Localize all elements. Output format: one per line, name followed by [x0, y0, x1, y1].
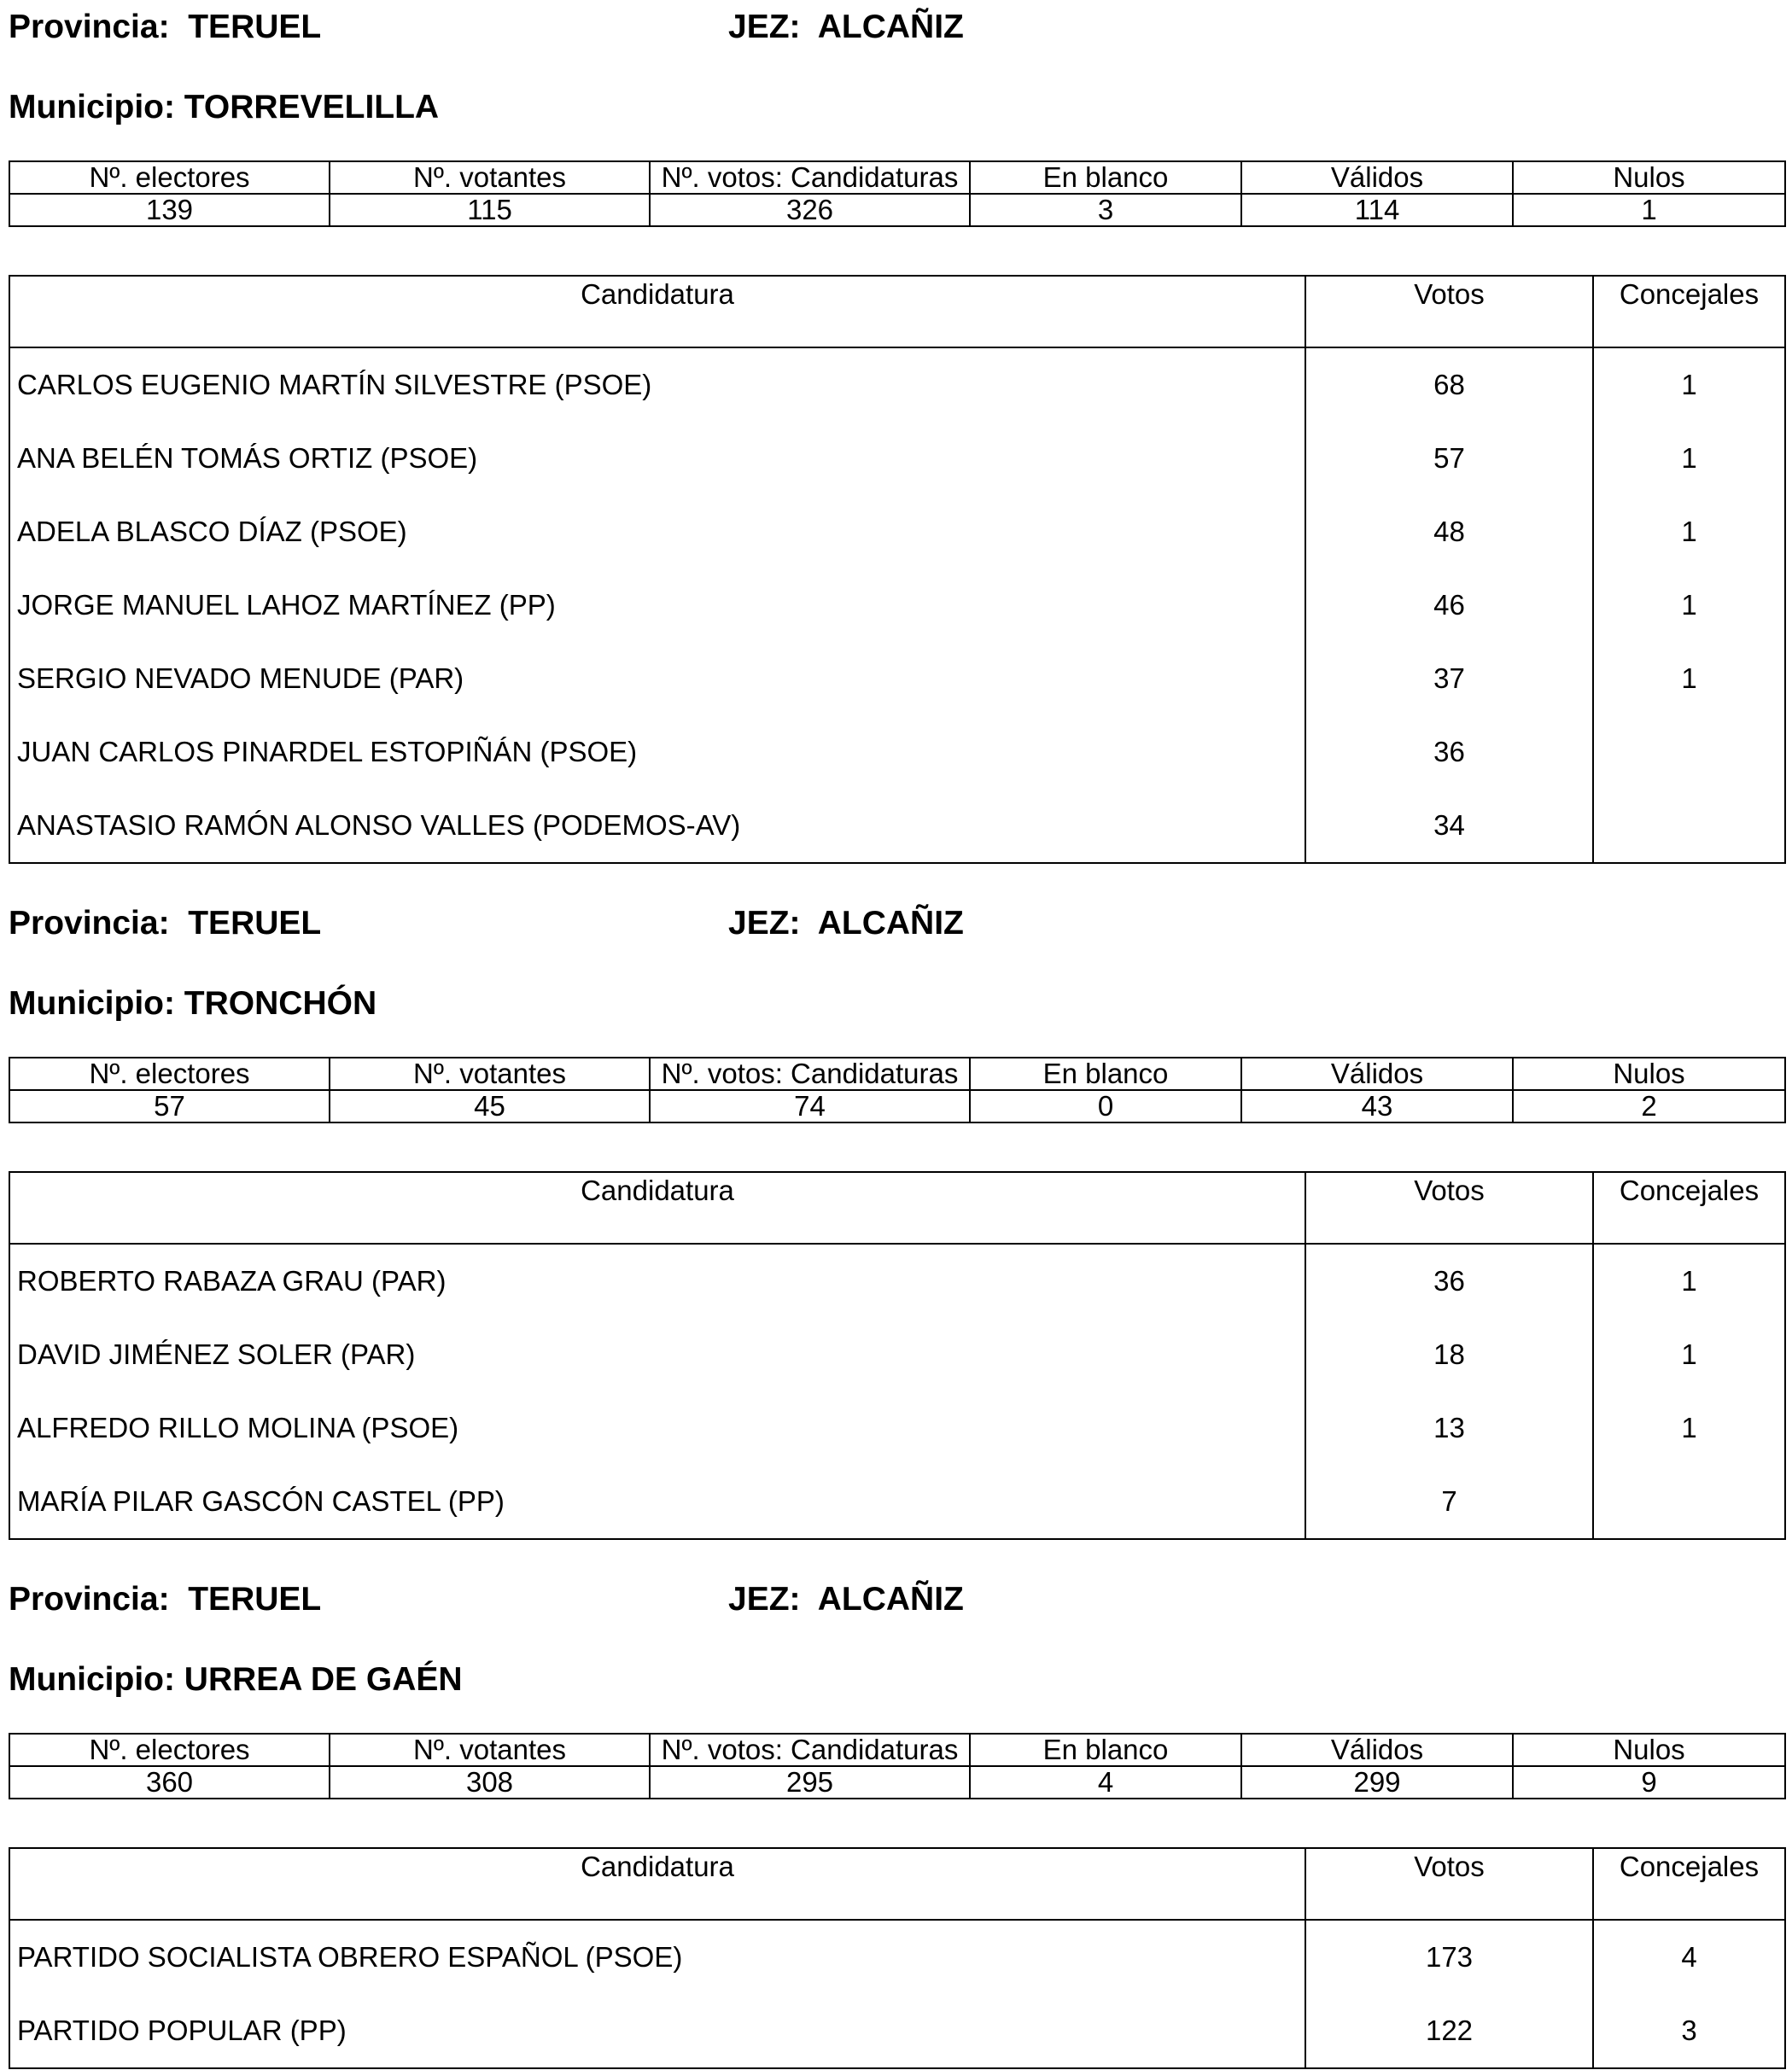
stat-en-blanco: 3 [970, 194, 1241, 226]
candidate-votos: 68 [1305, 347, 1593, 422]
candidate-concejales: 1 [1593, 347, 1785, 422]
stat-header-nulos: Nulos [1513, 1734, 1785, 1766]
candidate-votos: 7 [1305, 1465, 1593, 1539]
header-votos: Votos [1305, 276, 1593, 347]
stat-votos-candidaturas: 295 [650, 1766, 970, 1799]
candidate-concejales [1593, 1465, 1785, 1539]
stat-votantes: 115 [330, 194, 650, 226]
candidate-concejales [1593, 715, 1785, 789]
candidate-name: JUAN CARLOS PINARDEL ESTOPIÑÁN (PSOE) [17, 736, 638, 767]
stats-table [9, 160, 1786, 227]
candidate-votos: 13 [1305, 1391, 1593, 1465]
stat-header-validos: Válidos [1241, 1058, 1513, 1090]
candidate-votos: 57 [1305, 422, 1593, 495]
candidates-table [9, 1847, 1786, 2069]
candidate-votos: 46 [1305, 569, 1593, 642]
candidate-row [9, 569, 1785, 642]
candidate-row [9, 495, 1785, 569]
stat-header-en-blanco: En blanco [970, 1058, 1241, 1090]
municipio-title: Municipio: TORREVELILLA [9, 89, 440, 125]
provincia-label: Provincia: TERUEL [9, 9, 322, 45]
candidate-concejales: 3 [1593, 1994, 1785, 2068]
candidate-votos: 36 [1305, 1244, 1593, 1318]
candidate-concejales [1593, 789, 1785, 863]
header-candidatura: Candidatura [9, 276, 1305, 347]
stat-votantes: 308 [330, 1766, 650, 1799]
header-votos: Votos [1305, 1172, 1593, 1244]
provincia-label: Provincia: TERUEL [9, 1581, 322, 1618]
stat-nulos: 9 [1513, 1766, 1785, 1799]
stat-header-votantes: Nº. votantes [330, 161, 650, 194]
candidate-row [9, 1244, 1785, 1318]
candidate-votos: 34 [1305, 789, 1593, 863]
candidate-row [9, 642, 1785, 715]
candidate-concejales: 1 [1593, 1244, 1785, 1318]
stat-header-electores: Nº. electores [9, 1734, 330, 1766]
municipio-section-urrea-de-gaen [9, 1583, 1784, 2065]
stat-header-nulos: Nulos [1513, 161, 1785, 194]
candidates-table [9, 1171, 1786, 1540]
jez-label: JEZ: ALCAÑIZ [728, 905, 964, 942]
stat-electores: 360 [9, 1766, 330, 1799]
header-candidatura: Candidatura [9, 1848, 1305, 1920]
candidate-votos: 48 [1305, 495, 1593, 569]
header-votos: Votos [1305, 1848, 1593, 1920]
candidate-row [9, 1318, 1785, 1391]
stats-header-row [9, 1058, 1785, 1090]
stat-header-votos-candidaturas: Nº. votos: Candidaturas [650, 161, 970, 194]
candidate-name: ANA BELÉN TOMÁS ORTIZ (PSOE) [17, 442, 478, 474]
candidate-name: MARÍA PILAR GASCÓN CASTEL (PP) [17, 1485, 505, 1517]
candidate-row [9, 1994, 1785, 2068]
candidate-row [9, 347, 1785, 422]
stat-validos: 299 [1241, 1766, 1513, 1799]
candidate-name: CARLOS EUGENIO MARTÍN SILVESTRE (PSOE) [17, 369, 652, 400]
stat-header-votantes: Nº. votantes [330, 1734, 650, 1766]
candidates-header-row [9, 1848, 1785, 1920]
stat-votos-candidaturas: 74 [650, 1090, 970, 1122]
candidate-concejales: 1 [1593, 569, 1785, 642]
candidate-name: ROBERTO RABAZA GRAU (PAR) [17, 1265, 447, 1297]
candidate-name: PARTIDO POPULAR (PP) [17, 2015, 347, 2046]
candidate-name: DAVID JIMÉNEZ SOLER (PAR) [17, 1338, 416, 1370]
stat-header-votos-candidaturas: Nº. votos: Candidaturas [650, 1058, 970, 1090]
candidates-header-row [9, 276, 1785, 347]
stat-header-validos: Válidos [1241, 161, 1513, 194]
stats-table [9, 1733, 1786, 1799]
stats-value-row [9, 1090, 1785, 1122]
candidates-header-row [9, 1172, 1785, 1244]
stat-votantes: 45 [330, 1090, 650, 1122]
municipio-title: Municipio: TRONCHÓN [9, 985, 377, 1022]
jez-label: JEZ: ALCAÑIZ [728, 9, 964, 45]
provincia-label: Provincia: TERUEL [9, 905, 322, 942]
candidate-votos: 173 [1305, 1920, 1593, 1994]
stat-nulos: 1 [1513, 194, 1785, 226]
stat-en-blanco: 4 [970, 1766, 1241, 1799]
candidate-votos: 122 [1305, 1994, 1593, 2068]
candidate-row [9, 1391, 1785, 1465]
candidate-name: ALFREDO RILLO MOLINA (PSOE) [17, 1412, 459, 1443]
stats-header-row [9, 161, 1785, 194]
header-concejales: Concejales [1593, 276, 1785, 347]
candidate-row [9, 789, 1785, 863]
stat-validos: 43 [1241, 1090, 1513, 1122]
stat-header-en-blanco: En blanco [970, 161, 1241, 194]
stats-table [9, 1057, 1786, 1123]
municipio-section-tronchon [9, 907, 1784, 1538]
stat-nulos: 2 [1513, 1090, 1785, 1122]
header-candidatura: Candidatura [9, 1172, 1305, 1244]
candidate-concejales: 1 [1593, 495, 1785, 569]
stat-header-nulos: Nulos [1513, 1058, 1785, 1090]
stat-header-en-blanco: En blanco [970, 1734, 1241, 1766]
municipio-section-torrevelilla [9, 10, 1784, 855]
candidate-row [9, 1920, 1785, 1994]
stat-header-votos-candidaturas: Nº. votos: Candidaturas [650, 1734, 970, 1766]
stats-header-row [9, 1734, 1785, 1766]
stat-header-electores: Nº. electores [9, 1058, 330, 1090]
municipio-title: Municipio: URREA DE GAÉN [9, 1661, 463, 1698]
stats-value-row [9, 194, 1785, 226]
candidate-votos: 37 [1305, 642, 1593, 715]
stat-electores: 139 [9, 194, 330, 226]
stat-header-votantes: Nº. votantes [330, 1058, 650, 1090]
stat-votos-candidaturas: 326 [650, 194, 970, 226]
candidate-name: PARTIDO SOCIALISTA OBRERO ESPAÑOL (PSOE) [17, 1941, 683, 1973]
candidate-votos: 18 [1305, 1318, 1593, 1391]
stat-header-validos: Válidos [1241, 1734, 1513, 1766]
candidates-table [9, 275, 1786, 864]
candidate-concejales: 1 [1593, 422, 1785, 495]
candidate-row [9, 715, 1785, 789]
stat-en-blanco: 0 [970, 1090, 1241, 1122]
header-concejales: Concejales [1593, 1172, 1785, 1244]
header-concejales: Concejales [1593, 1848, 1785, 1920]
candidate-name: ANASTASIO RAMÓN ALONSO VALLES (PODEMOS-AV) [17, 809, 741, 841]
stat-electores: 57 [9, 1090, 330, 1122]
stats-value-row [9, 1766, 1785, 1799]
jez-label: JEZ: ALCAÑIZ [728, 1581, 964, 1618]
candidate-name: SERGIO NEVADO MENUDE (PAR) [17, 662, 464, 694]
candidate-name: JORGE MANUEL LAHOZ MARTÍNEZ (PP) [17, 589, 556, 621]
candidate-row [9, 1465, 1785, 1539]
candidate-votos: 36 [1305, 715, 1593, 789]
candidate-row [9, 422, 1785, 495]
candidate-concejales: 1 [1593, 1391, 1785, 1465]
stat-validos: 114 [1241, 194, 1513, 226]
stat-header-electores: Nº. electores [9, 161, 330, 194]
candidate-name: ADELA BLASCO DÍAZ (PSOE) [17, 516, 407, 547]
candidate-concejales: 1 [1593, 642, 1785, 715]
candidate-concejales: 4 [1593, 1920, 1785, 1994]
candidate-concejales: 1 [1593, 1318, 1785, 1391]
